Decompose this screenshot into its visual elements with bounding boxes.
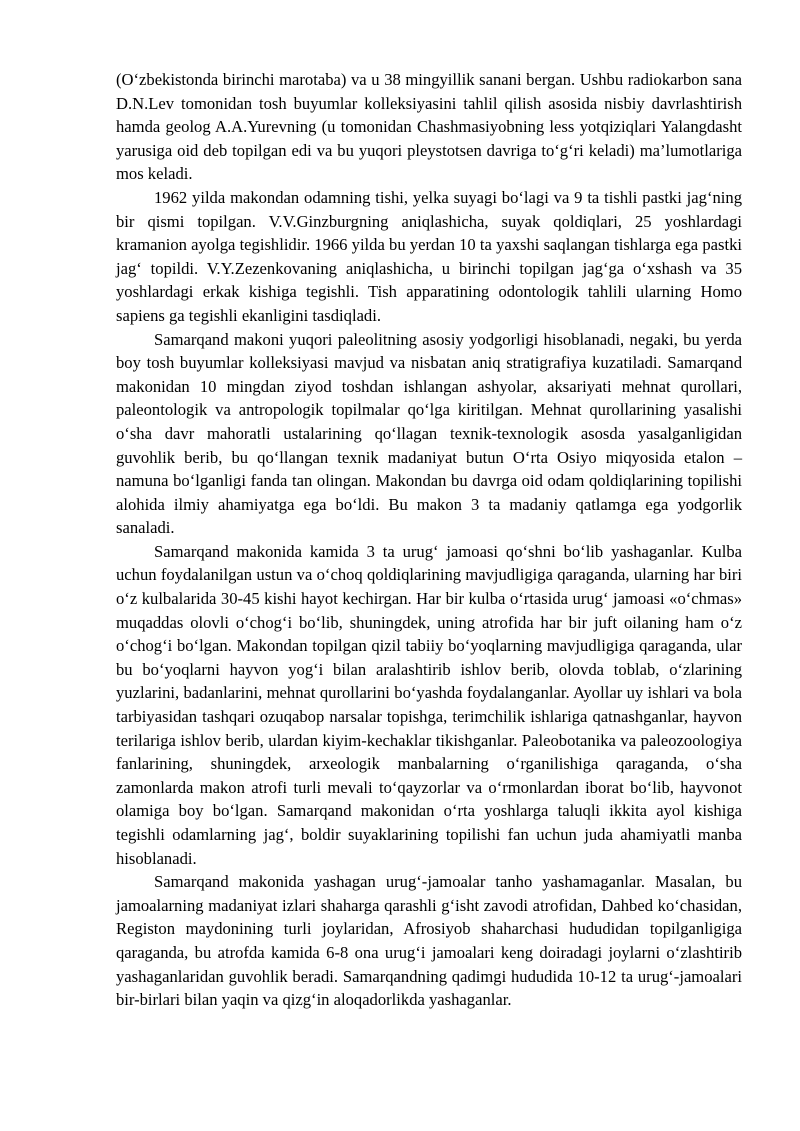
paragraph-radiocarbon-date: (O‘zbekistonda birinchi marotaba) va u 38 mingyillik sanani bergan. Ushbu radiokarbon sana D.N.Lev tomonidan tosh buyumlar kolleksiyasini tahlil qilish asosida nisbiy davrlashtirish hamda geolog A.A.Yurevning (u tomonidan Chashmasiyobning less yotqiziqlari Yalangdasht yarusiga oid deb topilgan edi va bu yuqori pleystotsen davriga to‘g‘ri keladi) ma’lumotlariga mos keladi. [116, 70, 742, 184]
paragraph-neighboring-communities: Samarqand makonida yashagan urug‘-jamoalar tanho yashamaganlar. Masalan, bu jamoalarning madaniyat izlari shaharga qarashli g‘isht zavodi atrofidan, Dahbed ko‘chasidan, Registon maydonining turli joylaridan, Afrosiyob shaharchasi hududidan topilganligiga qaraganda, bu atrofda kamida 6-8 ona urug‘i jamoalari keng doiradagi joylarni o‘zlashtirib yashaganlaridan guvohlik beradi. Samarqandning qadimgi hududida 10-12 ta urug‘-jamoalari bir-birlari bilan yaqin va qizg‘in aloqadorlikda yashaganlar. [116, 872, 742, 1010]
paragraph-1962-finds: 1962 yilda makondan odamning tishi, yelka suyagi bo‘lagi va 9 ta tishli pastki jag‘ning bir qismi topilgan. V.V.Ginzburgning aniqlashicha, suyak qoldiqlari, 25 yoshlardagi kramanion ayolga tegishlidir. 1966 yilda bu yerdan 10 ta yaxshi saqlangan tishlarga ega pastki jag‘ topildi. V.Y.Zezenkovaning aniqlashicha, u birinchi topilgan jag‘ga o‘xshash va 35 yoshlardagi erkak kishiga tegishli. Tish apparatining odontologik tahlili ularning Homo sapiens ga tegishli ekanligini tasdiqladi. [116, 187, 742, 325]
paragraph-samarkand-site: Samarqand makoni yuqori paleolitning asosiy yodgorligi hisoblanadi, negaki, bu yerda boy tosh buyumlar kolleksiyasi mavjud va nisbatan aniq stratigrafiya kuzatiladi. Samarqand makonidan 10 mingdan ziyod toshdan ishlangan ashyolar, aksariyati mehnat qurollari, paleontologik va antropologik topilmalar qo‘lga kiritilgan. Mehnat qurollarining yasalishi o‘sha davr mahoratli ustalarining qo‘llagan texnik-texnologik asosda yasalganligidan guvohlik berib, bu qo‘llangan texnik madaniyat butun O‘rta Osiyo miqyosida etalon – namuna bo‘lganligi fanda tan olingan. Makondan bu davrga oid odam qoldiqlarining topilishi alohida ilmiy ahamiyatga ega bo‘ldi. Bu makon 3 ta madaniy qatlamga ega yodgorlik sanaladi. [116, 329, 742, 538]
paragraph-clan-communities: Samarqand makonida kamida 3 ta urug‘ jamoasi qo‘shni bo‘lib yashaganlar. Kulba uchun foydalanilgan ustun va o‘choq qoldiqlarining mavjudligiga qaraganda, ularning har biri o‘z kulbalarida 30-45 kishi hayot kechirgan. Har bir kulba o‘rtasida urug‘ jamoasi «o‘chmas» muqaddas olovli o‘chog‘i bo‘lib, shuningdek, uning atrofida har bir juft oilaning ham o‘z o‘chog‘i bo‘lgan. Makondan topilgan qizil tabiiy bo‘yoqlarning mavjudligiga qaraganda, ular bu bo‘yoqlarni hayvon yog‘i bilan aralashtirib ishlov berib, olovda toblab, o‘zlarining yuzlarini, badanlarini, mehnat qurollarini bo‘yashda foydalanganlar. Ayollar uy ishlari va bola tarbiyasidan tashqari ozuqabop narsalar topishga, terimchilik ishlariga qatnashganlar, hayvon terilariga ishlov berib, ulardan kiyim-kechaklar tikishganlar. Paleobotanika va paleozoologiya fanlarining, shuningdek, arxeologik manbalarning o‘rganilishiga qaraganda, o‘sha zamonlarda makon atrofi turli mevali to‘qayzorlar va o‘rmonlardan iborat bo‘lib, hayvonot olamiga boy bo‘lgan. Samarqand makonidan o‘rta yoshlarga taluqli ikkita ayol kishiga tegishli odamlarning jag‘, boldir suyaklarining topilishi fan uchun juda ahamiyatli manba hisoblanadi. [116, 541, 742, 868]
document-page [116, 68, 742, 1012]
